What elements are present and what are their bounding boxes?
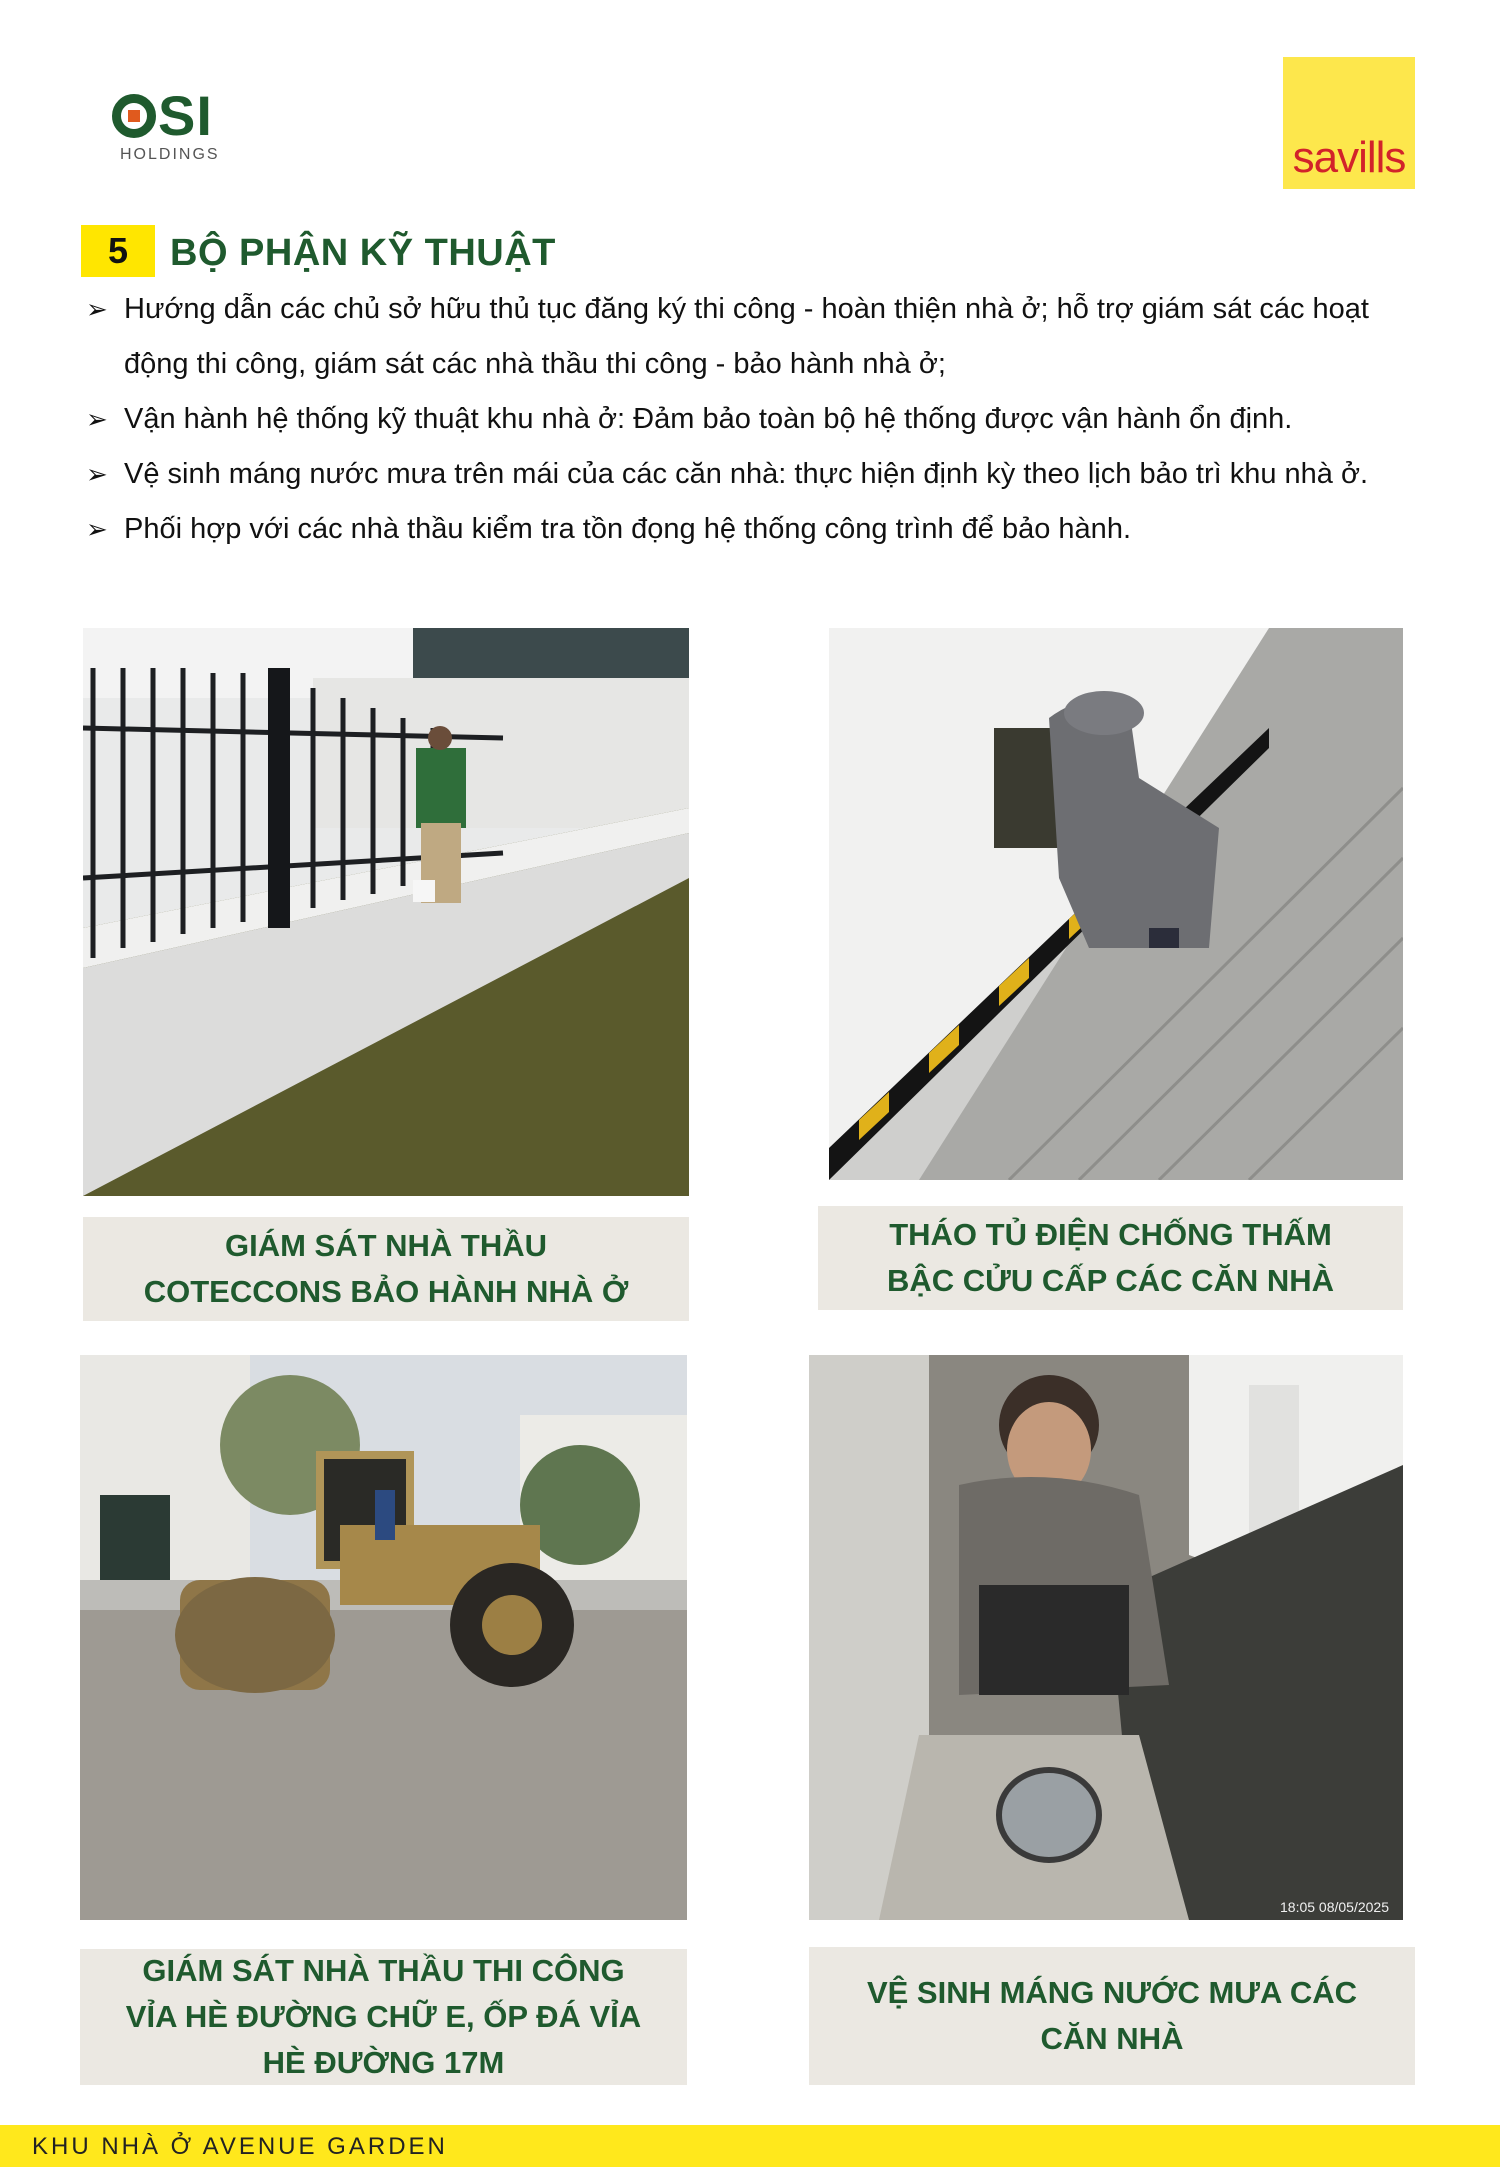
photo-caption <box>818 1206 1403 1310</box>
photo-gutter-cleaning <box>809 1355 1403 1920</box>
caption-line: GIÁM SÁT NHÀ THẦU THI CÔNG <box>142 1953 625 1988</box>
caption-line: HÈ ĐƯỜNG 17M <box>262 2045 505 2080</box>
caption-line: THÁO TỦ ĐIỆN CHỐNG THẤM <box>889 1217 1332 1252</box>
bullet-text: Vệ sinh máng nước mưa trên mái của các căn nhà: thực hiện định kỳ theo lịch bảo trì khu nhà ở. <box>124 458 1369 490</box>
bullet-item <box>86 502 1416 557</box>
savills-logo <box>1283 57 1415 189</box>
section-number-badge: 5 <box>81 225 155 277</box>
savills-logo-text: savills <box>1292 133 1406 182</box>
arrow-bullet-icon: ➢ <box>86 459 108 489</box>
bullet-text: Vận hành hệ thống kỹ thuật khu nhà ở: Đảm bảo toàn bộ hệ thống được vận hành ổn định. <box>124 403 1293 435</box>
bullet-text: Phối hợp với các nhà thầu kiểm tra tồn đọng hệ thống công trình để bảo hành. <box>124 513 1131 545</box>
bullet-list <box>86 282 1416 557</box>
osi-logo-subtitle: HOLDINGS <box>120 146 220 163</box>
caption-line: CĂN NHÀ <box>1040 2021 1184 2056</box>
page-footer <box>0 2125 1500 2167</box>
photo-caption <box>809 1947 1415 2085</box>
arrow-bullet-icon: ➢ <box>86 404 108 434</box>
section-title: BỘ PHẬN KỸ THUẬT <box>170 232 556 274</box>
arrow-bullet-icon: ➢ <box>86 294 108 324</box>
caption-line: GIÁM SÁT NHÀ THẦU <box>224 1228 548 1263</box>
caption-line: VỆ SINH MÁNG NƯỚC MƯA CÁC <box>866 1975 1358 2010</box>
arrow-bullet-icon: ➢ <box>86 514 108 544</box>
bullet-item <box>86 392 1416 447</box>
photo-caption <box>83 1217 689 1321</box>
bullet-text: Hướng dẫn các chủ sở hữu thủ tục đăng ký thi công - hoàn thiện nhà ở; hỗ trợ giám sát các hoạt động thi công, giám sát các nhà thầu thi công - bảo hành nhà ở; <box>124 293 1369 380</box>
caption-line: VỈA HÈ ĐƯỜNG CHỮ E, ỐP ĐÁ VỈA <box>125 1999 642 2034</box>
caption-line: COTECCONS BẢO HÀNH NHÀ Ở <box>143 1274 629 1309</box>
photo-road-roller <box>80 1355 687 1920</box>
photo-caption <box>80 1949 687 2085</box>
caption-line: BẬC CỬU CẤP CÁC CĂN NHÀ <box>886 1263 1335 1298</box>
footer-text: KHU NHÀ Ở AVENUE GARDEN <box>32 2133 448 2160</box>
bullet-item <box>86 282 1416 392</box>
bullet-item <box>86 447 1416 502</box>
osi-logo-o-icon <box>112 94 156 138</box>
osi-logo-wordmark: SI <box>112 88 213 144</box>
photo-fence-painting <box>83 628 689 1196</box>
photo-electrical-cabinet <box>829 628 1403 1180</box>
osi-holdings-logo <box>112 84 232 168</box>
photo-timestamp: 18:05 08/05/2025 <box>1280 1899 1389 1915</box>
